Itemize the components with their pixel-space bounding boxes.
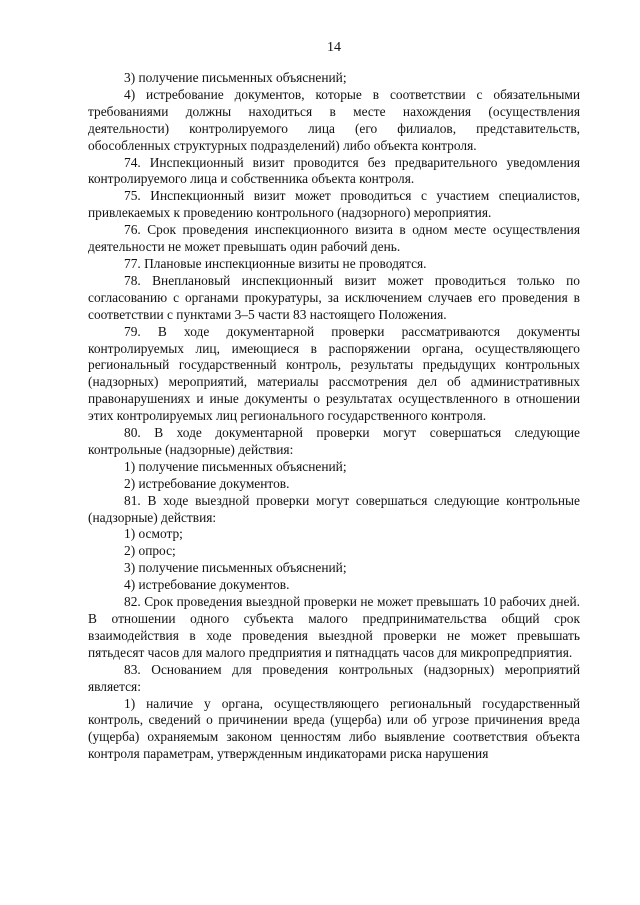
document-body [88, 70, 580, 763]
paragraph-81: 81. В ходе выездной проверки могут совершаться следующие контрольные (надзорные) действия: [88, 492, 580, 525]
paragraph-80-item-1: 1) получение письменных объяснений; [124, 458, 347, 474]
paragraph-75: 75. Инспекционный визит может проводиться с участием специалистов, привлекаемых к проведению контрольного (надзорного) мероприятия. [88, 188, 580, 221]
paragraph-83: 83. Основанием для проведения контрольных (надзорных) мероприятий является: [88, 661, 580, 694]
paragraph-item-3: 3) получение письменных объяснений; [124, 70, 347, 85]
paragraph-79: 79. В ходе документарной проверки рассматриваются документы контролируемых лиц, имеющиеся в распоряжении органа, осуществляющего региональный государственный контроль, результаты предыдущих контрольных (надзорных) мероприятий, материалы рассмотрения дел об административных правонарушениях и иные документы о результатах осуществленного в отношении этих контролируемых лиц регионального государственного контроля. [88, 323, 580, 424]
page-number: 14 [327, 40, 341, 55]
paragraph-76: 76. Срок проведения инспекционного визита в одном месте осуществления деятельности не может превышать один рабочий день. [88, 222, 580, 255]
paragraph-81-item-2: 2) опрос; [124, 543, 176, 559]
paragraph-83-item-1: 1) наличие у органа, осуществляющего региональный государственный контроль, сведений о причинении вреда (ущерба) или об угрозе причинения вреда (ущерба) охраняемым законом ценностям либо выявление соответствия объекта контроля параметрам, утвержденным индикаторами риска нарушения [88, 695, 580, 762]
paragraph-78: 78. Внеплановый инспекционный визит может проводиться только по согласованию с органами прокуратуры, за исключением случаев его проведения в соответствии с пунктами 3–5 части 83 настоящего Положения. [88, 272, 580, 322]
paragraph-80: 80. В ходе документарной проверки могут совершаться следующие контрольные (надзорные) действия: [88, 425, 580, 457]
paragraph-80-item-2: 2) истребование документов. [124, 475, 290, 491]
paragraph-74: 74. Инспекционный визит проводится без предварительного уведомления контролируемого лица и собственника объекта контроля. [88, 154, 580, 187]
paragraph-82: 82. Срок проведения выездной проверки не может превышать 10 рабочих дней. В отношении одного субъекта малого предпринимательства общий срок взаимодействия в ходе проведения выездной проверки не может превышать пятьдесят часов для малого предприятия и пятнадцать часов для микропредприятия. [88, 594, 580, 660]
paragraph-81-item-1: 1) осмотр; [124, 526, 183, 542]
paragraph-81-item-4: 4) истребование документов. [124, 577, 290, 593]
paragraph-77: 77. Плановые инспекционные визиты не проводятся. [124, 255, 427, 271]
paragraph-81-item-3: 3) получение письменных объяснений; [124, 560, 347, 576]
paragraph-item-4: 4) истребование документов, которые в соответствии с обязательными требованиями должны находиться в месте нахождения (осуществления деятельности) контролируемого лица (его филиалов, представительств, обособленных структурных подразделений) либо объекта контроля. [88, 86, 580, 153]
